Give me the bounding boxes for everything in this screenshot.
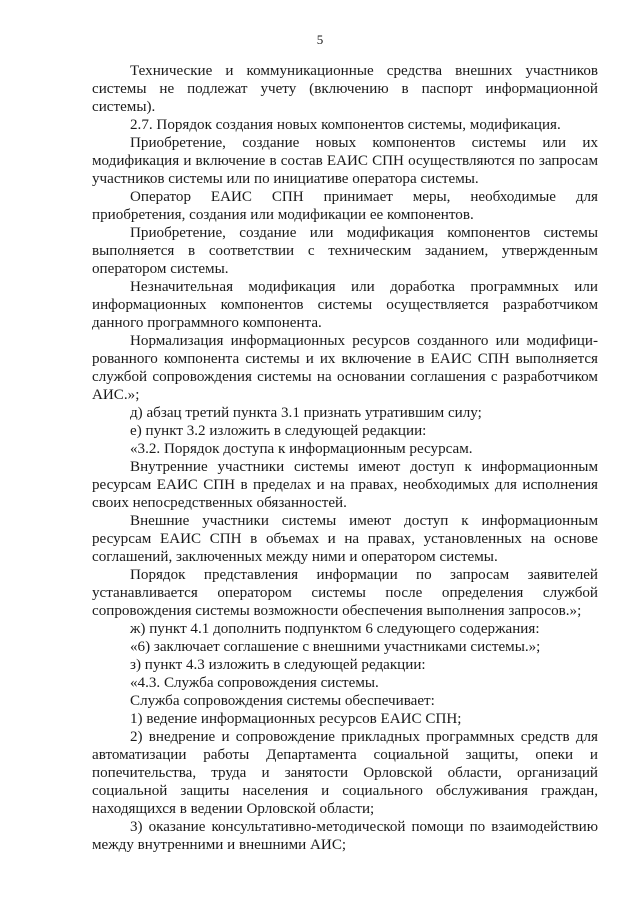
section-heading-2-7: 2.7. Порядок создания новых компонентов системы, модификация. (130, 117, 561, 133)
item-z: з) пункт 4.3 изложить в следующей редакции: (130, 657, 426, 673)
paragraph-technical-task: Приобретение, создание или модификация компонентов системы выполняется в соответствии с техническим заданием, утвержденным оператором системы. (92, 225, 598, 277)
item-d: д) абзац третий пункта 3.1 признать утратившим силу; (130, 405, 482, 421)
paragraph-external-access: Внешние участники системы имеют доступ к информационным ресурсам ЕАИС СПН в объемах и на правах, установленных на основе соглашений, заключенных между ними и оператором системы. (92, 513, 598, 565)
list-item-1: 1) ведение информационных ресурсов ЕАИС СПН; (130, 711, 462, 727)
document-body (92, 62, 598, 854)
paragraph-request-procedure: Порядок представления информации по запросам заявителей устанавливается оператором системы после определения службой сопровождения системы возможности обеспечения выполнения запросов.»; (92, 567, 598, 619)
page-number: 5 (316, 32, 324, 47)
item-e: е) пункт 3.2 изложить в следующей редакции: (130, 423, 427, 439)
section-heading-3-2: «3.2. Порядок доступа к информационным ресурсам. (130, 441, 473, 457)
paragraph-normalization: Нормализация информационных ресурсов созданного или модифицированного компонента системы и их включение в ЕАИС СПН выполняется службой сопровождения системы на основании соглашения с разработчиком АИС.»; (92, 333, 598, 403)
item-zh: ж) пункт 4.1 дополнить подпунктом 6 следующего содержания: (130, 621, 540, 637)
paragraph-internal-access: Внутренние участники системы имеют доступ к информационным ресурсам ЕАИС СПН в пределах и на правах, необходимых для исполнения своих непосредственных обязанностей. (92, 459, 598, 511)
paragraph-acquisition: Приобретение, создание новых компонентов системы или их модификация и включение в состав ЕАИС СПН осуществляются по запросам участников системы или по инициативе оператора системы. (92, 135, 598, 187)
paragraph-operator-measures: Оператор ЕАИС СПН принимает меры, необходимые для приобретения, создания или модификации ее компонентов. (92, 189, 598, 223)
paragraph-service-provides: Служба сопровождения системы обеспечивает: (130, 693, 435, 709)
list-item-3: 3) оказание консультативно-методической помощи по взаимодействию между внутренними и внешними АИС; (92, 819, 598, 853)
section-heading-4-3: «4.3. Служба сопровождения системы. (130, 675, 379, 691)
paragraph-minor-modification: Незначительная модификация или доработка программных или информационных компонентов системы осуществляется разработчиком данного программного компонента. (92, 279, 598, 331)
paragraph-technical-means: Технические и коммуникационные средства внешних участников системы не подлежат учету (включению в паспорт информационной системы). (92, 63, 598, 115)
list-item-2: 2) внедрение и сопровождение прикладных программных средств для автоматизации работы Департамента социальной защиты, опеки и попечительства, труда и занятости Орловской области, организаций социальной защиты населения и социального обслуживания граждан, находящихся в ведении Орловской области; (92, 729, 598, 817)
subitem-6: «6) заключает соглашение с внешними участниками системы.»; (130, 639, 541, 655)
